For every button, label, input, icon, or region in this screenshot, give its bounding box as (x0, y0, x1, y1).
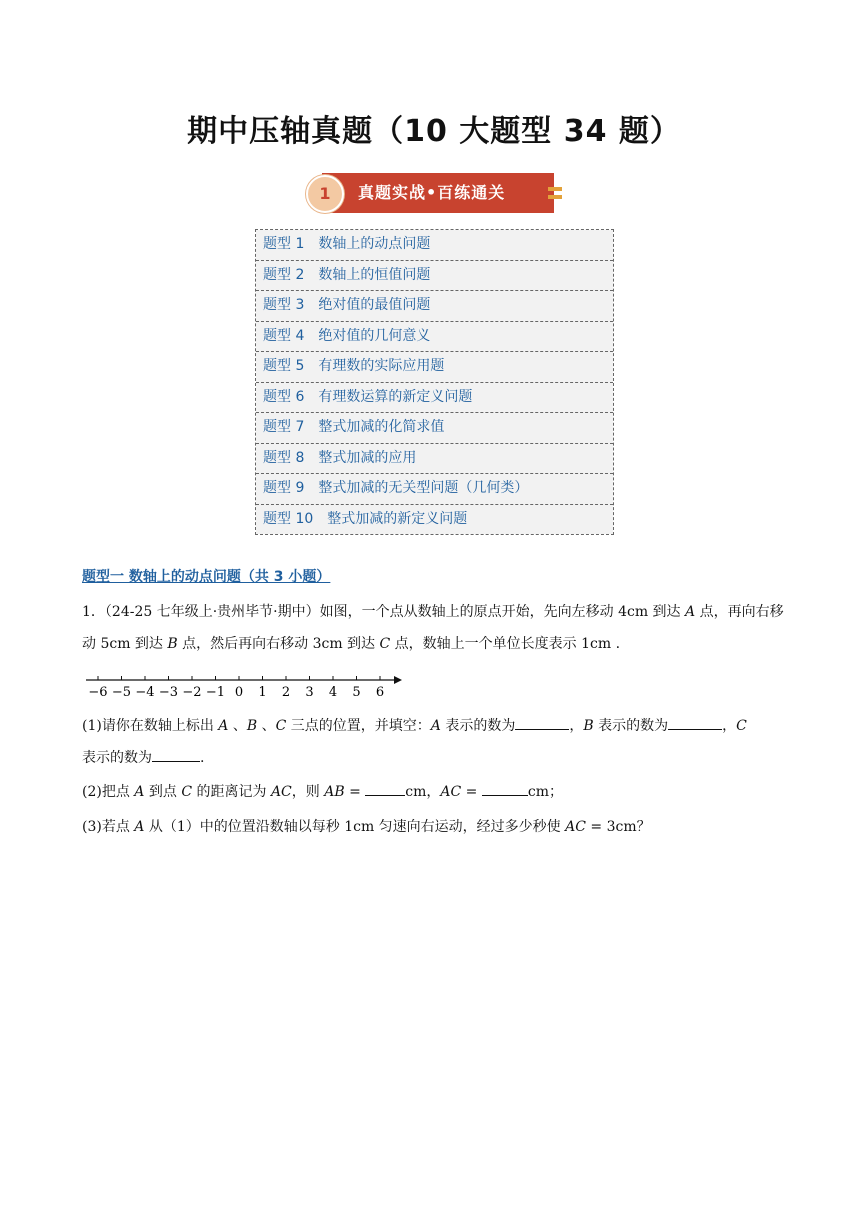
toc-item[interactable]: 题型 10 整式加减的新定义问题 (256, 505, 613, 535)
toc-item[interactable]: 题型 8 整式加减的应用 (256, 444, 613, 475)
number-line-tick-label: −5 (111, 685, 132, 700)
number-line-tick-label: −6 (88, 685, 108, 700)
section-banner (306, 171, 562, 217)
answer-blank-c[interactable] (152, 743, 200, 762)
toc-item[interactable]: 题型 5 有理数的实际应用题 (256, 352, 613, 383)
answer-blank-b[interactable] (668, 711, 722, 730)
banner-bar (322, 173, 554, 213)
banner-text: 真题实战•百练通关 (358, 183, 506, 202)
question-1-part-1: (1)请你在数轴上标出 A 、B 、C 三点的位置，并填空：A 表示的数为 ，B 表示的数为 ，C 表示的数为 . (82, 710, 786, 774)
number-line-tick-label: −3 (158, 685, 179, 700)
question-1-part-3: (3)若点 A 从（1）中的位置沿数轴以每秒 1cm 匀速向右运动，经过多少秒使 AC = 3cm？ (82, 819, 651, 835)
toc-item[interactable]: 题型 2 数轴上的恒值问题 (256, 261, 613, 292)
number-line-tick-label: 4 (328, 685, 338, 700)
number-line-tick-label: 0 (234, 685, 244, 700)
question-type-list (255, 229, 614, 535)
number-line-arrow (394, 676, 402, 684)
toc-item[interactable]: 题型 7 整式加减的化简求值 (256, 413, 613, 444)
banner-number-badge: 1 (306, 175, 344, 213)
section-heading[interactable]: 题型一 数轴上的动点问题（共 3 小题） (82, 569, 331, 585)
toc-item[interactable]: 题型 9 整式加减的无关型问题（几何类） (256, 474, 613, 505)
number-line-tick-label: −1 (205, 685, 226, 700)
answer-blank-ab[interactable] (365, 777, 405, 796)
number-line-tick-label: −2 (182, 685, 202, 700)
toc-item[interactable]: 题型 6 有理数运算的新定义问题 (256, 383, 613, 414)
question-1-stem: 1．（24-25 七年级上·贵州毕节·期中）如图，一个点从数轴上的原点开始，先向左移动 4cm 到达 A 点，再向右移动 5cm 到达 B 点，然后再向右移动 3cm 到达 C 点，数轴上一个单位长度表示 1cm . (82, 604, 784, 652)
number-line-tick-label: −4 (135, 685, 155, 700)
page-title: 期中压轴真题（10 大题型 34 题） (187, 114, 681, 149)
toc-item[interactable]: 题型 1 数轴上的动点问题 (256, 230, 613, 261)
question-1-part-2: (2)把点 A 到点 C 的距离记为 AC，则 AB = cm，AC = cm； (82, 776, 786, 808)
number-line-tick-label: 6 (375, 685, 385, 700)
answer-blank-ac[interactable] (482, 777, 528, 796)
number-line-tick-label: 2 (281, 685, 291, 700)
toc-item[interactable]: 题型 3 绝对值的最值问题 (256, 291, 613, 322)
number-line (82, 672, 412, 702)
number-line-tick-label: 5 (352, 685, 361, 700)
toc-item[interactable]: 题型 4 绝对值的几何意义 (256, 322, 613, 353)
number-line-tick-label: 3 (305, 685, 314, 700)
number-line-tick-label: 1 (258, 685, 267, 700)
answer-blank-a[interactable] (515, 711, 569, 730)
banner-stripe-decoration (548, 187, 562, 191)
banner-stripe-decoration (548, 195, 562, 199)
